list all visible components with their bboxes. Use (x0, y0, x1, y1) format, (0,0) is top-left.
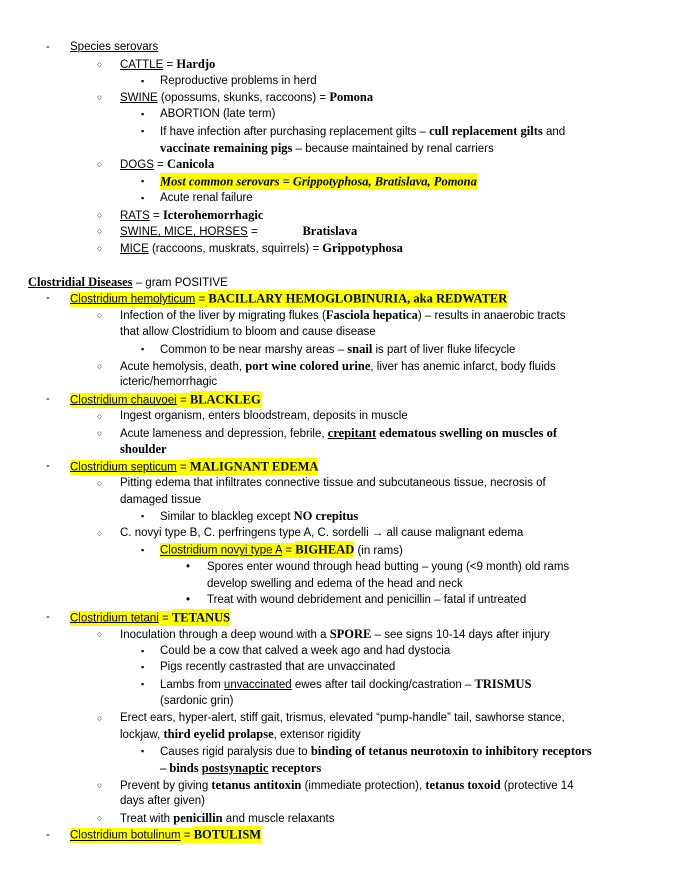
circle-bullet-icon: ○ (97, 310, 103, 321)
text-segment: Erect ears, hyper-alert, stiff gait, trismus, elevated “pump-handle” tail, sawhorse stance, (120, 711, 565, 724)
text-segment: cull replacement gilts (429, 123, 543, 138)
text-line (0, 492, 681, 509)
circle-bullet-icon: ○ (97, 427, 103, 438)
text-segment: = (282, 544, 296, 557)
dash-bullet-icon: - (46, 292, 50, 305)
text-segment: Could be a cow that calved a week ago and had dystocia (160, 644, 451, 657)
list-item (0, 743, 681, 760)
square-bullet-icon: ▪ (141, 192, 145, 203)
text-line (0, 324, 681, 341)
list-item (0, 676, 681, 693)
list-item (0, 508, 681, 525)
text-segment: tetanus antitoxin (211, 777, 302, 792)
circle-bullet-icon: ○ (97, 209, 103, 220)
text-segment: TETANUS (171, 610, 231, 625)
text-segment: and muscle relaxants (222, 813, 335, 826)
text-segment: BLACKLEG (189, 392, 261, 407)
circle-bullet-icon: ○ (97, 813, 103, 824)
text-segment: Similar to blackleg except (160, 511, 294, 524)
text-segment: Infection of the liver by migrating flukes ( (120, 310, 326, 323)
text-segment: Grippotyphosa (322, 241, 403, 256)
dash-bullet-icon: - (46, 828, 50, 841)
text-segment: binding of tetanus neurotoxin to inhibitory receptors (310, 744, 592, 759)
text-segment: Acute renal failure (160, 191, 253, 204)
text-segment: Treat with (120, 813, 174, 826)
text-segment: BOTULISM (193, 827, 262, 842)
text-segment: third eyelid prolapse (163, 727, 274, 742)
square-bullet-icon: ▪ (141, 746, 145, 757)
list-item (0, 710, 681, 727)
list-item (0, 559, 681, 576)
list-item (0, 240, 681, 257)
text-segment: Clostridium hemolyticum (70, 293, 196, 306)
circle-bullet-icon: ○ (97, 410, 103, 421)
circle-bullet-icon: ○ (97, 712, 103, 723)
circle-bullet-icon: ○ (97, 360, 103, 371)
text-segment: Pitting edema that infiltrates connective tissue and subcutaneous tissue, necrosis of (120, 476, 546, 489)
text-segment: TRISMUS (474, 677, 532, 692)
text-segment: Clostridium tetani (70, 612, 159, 625)
clostridium-novyi-line (0, 542, 681, 559)
list-item (0, 475, 681, 492)
list-item (0, 56, 681, 73)
text-line (0, 760, 681, 777)
clostridial-diseases-heading (0, 274, 681, 291)
text-segment: DOGS (120, 159, 154, 172)
text-segment: Clostridium botulinum (70, 829, 181, 842)
dash-bullet-icon: - (46, 41, 50, 53)
dash-bullet-icon: - (46, 460, 50, 473)
list-item (0, 810, 681, 827)
clostridium-botulinum-line (0, 827, 681, 844)
text-line (0, 576, 681, 593)
text-segment: Reproductive problems in herd (160, 74, 317, 87)
text-segment: – because maintained by renal carriers (292, 142, 494, 155)
text-segment: – see signs 10-14 days after injury (371, 628, 550, 641)
text-segment: Prevent by giving (120, 779, 212, 792)
list-item (0, 73, 681, 90)
list-item (0, 190, 681, 207)
text-segment: postsynaptic (201, 760, 269, 775)
square-bullet-icon: ▪ (141, 511, 145, 522)
text-segment: BIGHEAD (295, 542, 355, 557)
text-segment: Canicola (166, 157, 215, 172)
list-item (0, 408, 681, 425)
text-segment: Clostridium septicum (70, 461, 177, 474)
clostridium-hemolyticum-line (0, 290, 681, 307)
text-segment: Clostridial Diseases (28, 274, 133, 289)
text-segment: Bratislava (302, 224, 358, 239)
list-item (0, 358, 681, 375)
text-segment: Inoculation through a deep wound with a (120, 628, 330, 641)
list-item (0, 592, 681, 609)
list-item (0, 525, 681, 542)
text-segment: ewes after tail docking/castration – (291, 679, 475, 692)
circle-bullet-icon: ○ (97, 779, 103, 790)
text-segment: SWINE, MICE, HORSES (120, 226, 248, 239)
text-segment: C. novyi type B, C. perfringens type A, C. sordelli → all cause malignant edema (120, 527, 524, 540)
text-segment: Fasciola hepatica (325, 308, 418, 323)
list-item (0, 425, 681, 442)
list-item (0, 207, 681, 224)
clostridium-septicum-line (0, 458, 681, 475)
text-segment: = (163, 58, 177, 71)
list-item (0, 89, 681, 106)
text-segment: Most common serovars = Grippotyphosa, Bratislava, Pomona (160, 174, 477, 189)
text-segment: Lambs from (160, 679, 224, 692)
dash-bullet-icon: - (46, 393, 50, 406)
list-item (0, 223, 681, 240)
square-bullet-icon: ▪ (141, 176, 145, 187)
text-segment: Ingest organism, enters bloodstream, deposits in muscle (120, 409, 408, 422)
text-segment: (protective 14 (500, 779, 574, 792)
text-line (0, 726, 681, 743)
text-segment: = (153, 159, 167, 172)
circle-bullet-icon: ○ (97, 92, 103, 103)
text-segment: Icterohemorrhagic (162, 207, 264, 222)
circle-bullet-icon: ○ (97, 226, 103, 237)
text-segment: crepitant (327, 425, 377, 440)
highlighted-note (0, 173, 681, 190)
square-bullet-icon: ▪ (141, 75, 145, 86)
text-segment: Clostridium novyi type A (160, 544, 283, 557)
list-item (0, 341, 681, 358)
dash-bullet-icon: - (46, 611, 50, 624)
text-segment: ABORTION (late term) (160, 108, 276, 121)
text-segment: Species serovars (70, 41, 159, 53)
text-segment: ) – results in anaerobic tracts (417, 310, 566, 323)
text-segment: Clostridium chauvoei (70, 394, 177, 407)
text-line (0, 793, 681, 810)
text-segment: NO crepitus (293, 509, 359, 524)
text-segment: = (176, 461, 190, 474)
text-segment: receptors (268, 760, 322, 775)
text-segment: Treat with wound debridement and penicillin – fatal if untreated (207, 594, 527, 607)
text-segment: icteric/hemorrhagic (120, 376, 218, 389)
text-segment: (in rams) (354, 544, 403, 557)
circle-bullet-icon: ○ (97, 159, 103, 170)
text-segment: MICE (120, 243, 149, 256)
text-segment: Causes rigid paralysis due to (160, 746, 311, 759)
circle-bullet-icon: ○ (97, 58, 103, 69)
text-segment: (raccoons, muskrats, squirrels) = (148, 243, 323, 256)
text-segment: port wine colored urine (245, 358, 371, 373)
text-segment: edematous swelling on muscles of (376, 425, 558, 440)
species-serovars-heading (0, 39, 681, 56)
square-bullet-icon: ▪ (141, 662, 145, 673)
text-segment: = (176, 394, 190, 407)
text-segment: Spores enter wound through head butting – young (<9 month) old rams (207, 560, 570, 573)
list-item (0, 307, 681, 324)
text-segment: = (247, 226, 303, 239)
circle-bullet-icon: ○ (97, 243, 103, 254)
text-segment: BACILLARY HEMOGLOBINURIA, aka REDWATER (208, 291, 508, 306)
list-item (0, 643, 681, 660)
list-item (0, 659, 681, 676)
text-segment: damaged tissue (120, 493, 202, 506)
square-bullet-icon: ▪ (141, 544, 145, 555)
text-segment: RATS (120, 209, 150, 222)
text-segment: (immediate protection), (301, 779, 426, 792)
text-segment: Pigs recently castrasted that are unvaccinated (160, 661, 396, 674)
disc-bullet-icon: • (186, 594, 191, 607)
text-segment: = (195, 293, 209, 306)
text-segment: Pomona (329, 90, 374, 105)
text-segment: , liver has anemic infarct, body fluids (370, 360, 556, 373)
text-segment: MALIGNANT EDEMA (189, 459, 319, 474)
square-bullet-icon: ▪ (141, 125, 145, 136)
text-segment: snail (347, 341, 373, 356)
text-segment: – gram POSITIVE (132, 276, 228, 289)
text-segment: is part of liver fluke lifecycle (372, 343, 516, 356)
text-line (0, 140, 681, 157)
text-segment: vaccinate remaining pigs (160, 140, 293, 155)
clostridium-chauvoei-line (0, 391, 681, 408)
text-segment: CATTLE (120, 58, 164, 71)
list-item (0, 106, 681, 123)
list-item (0, 777, 681, 794)
disc-bullet-icon: • (186, 560, 191, 573)
text-segment: , extensor rigidity (273, 729, 361, 742)
text-segment: tetanus toxoid (425, 777, 501, 792)
clostridium-tetani-line (0, 609, 681, 626)
text-segment: (sardonic grin) (160, 694, 234, 707)
square-bullet-icon: ▪ (141, 679, 145, 690)
square-bullet-icon: ▪ (141, 109, 145, 120)
text-segment: that allow Clostridium to bloom and cause disease (120, 326, 376, 339)
text-segment: unvaccinated (223, 679, 292, 692)
circle-bullet-icon: ○ (97, 477, 103, 488)
document-body (0, 39, 681, 844)
square-bullet-icon: ▪ (141, 645, 145, 656)
text-segment: Acute hemolysis, death, (120, 360, 246, 373)
text-segment: SWINE (120, 92, 158, 105)
text-segment: develop swelling and edema of the head and neck (207, 577, 463, 590)
text-segment: Hardjo (176, 56, 216, 71)
text-line (0, 693, 681, 710)
list-item (0, 123, 681, 140)
text-segment: shoulder (120, 442, 167, 457)
text-segment: If have infection after purchasing replacement gilts – (160, 125, 430, 138)
circle-bullet-icon: ○ (97, 528, 103, 539)
text-segment: penicillin (173, 811, 223, 826)
text-line (0, 374, 681, 391)
text-segment: days after given) (120, 795, 206, 808)
text-segment: Common to be near marshy areas – (160, 343, 348, 356)
text-segment: – binds (160, 760, 202, 775)
blank-line (0, 257, 681, 274)
text-segment: (opossums, skunks, raccoons) = (157, 92, 330, 105)
text-segment: = (180, 829, 194, 842)
text-segment: = (158, 612, 172, 625)
list-item (0, 156, 681, 173)
text-segment: lockjaw, (120, 729, 164, 742)
text-segment: SPORE (329, 626, 372, 641)
text-segment: Acute lameness and depression, febrile, (120, 427, 328, 440)
list-item (0, 626, 681, 643)
circle-bullet-icon: ○ (97, 628, 103, 639)
text-segment: and (542, 125, 566, 138)
square-bullet-icon: ▪ (141, 343, 145, 354)
text-line (0, 441, 681, 458)
text-segment: = (149, 209, 163, 222)
